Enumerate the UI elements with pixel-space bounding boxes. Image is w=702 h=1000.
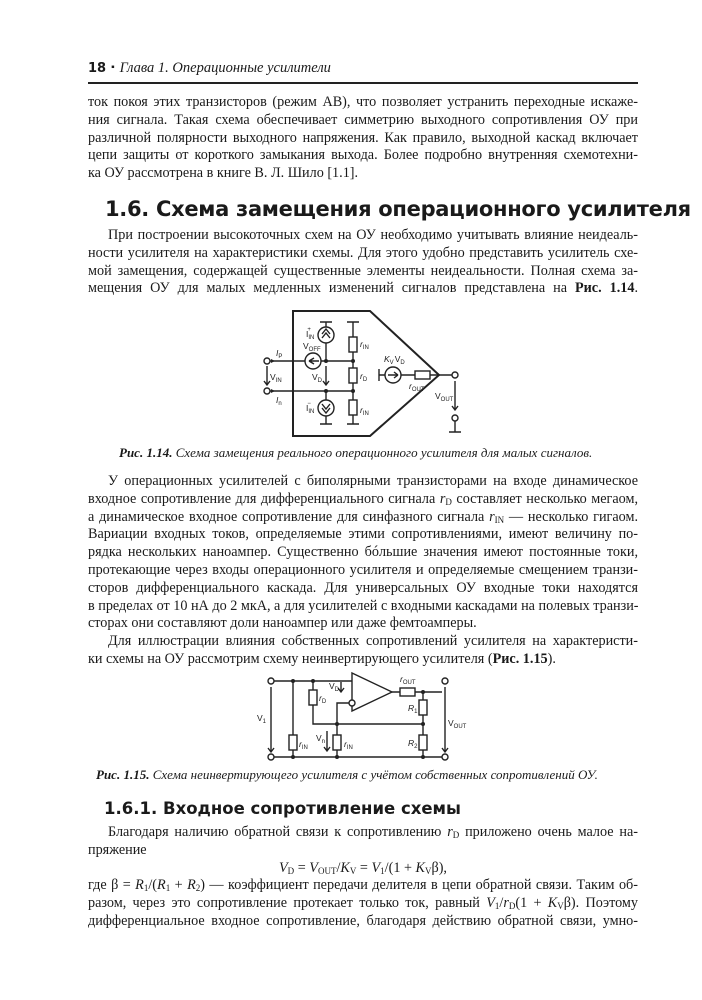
- text-segment: где β =: [88, 877, 136, 894]
- subsection-heading: 1.6.1. Входное сопротивление схемы: [104, 799, 461, 818]
- text-segment: 2: [195, 883, 201, 894]
- formula: [88, 860, 638, 878]
- text-segment: ности усилителя на характеристики схемы. Для этого удобно представить усилитель схе-: [88, 244, 638, 261]
- text-segment: — несколько гигаом.: [504, 508, 639, 525]
- text-segment: ния сигнала. Такая схема обеспечивает симметрию выходного сопротивления ОУ при: [88, 111, 638, 128]
- text-segment: D: [445, 496, 452, 507]
- caption-number: Рис. 1.15.: [96, 767, 150, 782]
- text-segment: сторов дифференциального каскада. Для универсальных ОУ входные токи находятся: [88, 579, 638, 596]
- text-segment: V: [309, 859, 318, 876]
- label-vd: $V_D$: [329, 681, 340, 693]
- text-segment: Рис. 1.15: [492, 650, 548, 667]
- text-segment: +: [170, 877, 188, 894]
- text-segment: K: [340, 859, 350, 876]
- text-segment: β). Поэтому: [563, 895, 639, 912]
- section-heading: 1.6. Схема замещения операционного усилителя: [105, 197, 691, 221]
- text-line: [88, 598, 638, 616]
- text-line: [88, 895, 638, 913]
- text-segment: (1 +: [515, 895, 548, 912]
- text-segment: =: [356, 859, 372, 876]
- text-segment: составляет несколько мегаом,: [451, 490, 638, 507]
- text-segment: протекающие через входы операционного усилителя и определяемые смещением транзи-: [88, 561, 638, 578]
- text-segment: приложено очень малое на-: [459, 824, 638, 840]
- text-segment: V: [557, 901, 564, 912]
- text-segment: K: [415, 859, 425, 876]
- text-segment: дифференциальное входное сопротивление, благодаря действию обратной связи, умно-: [88, 912, 638, 929]
- paragraph-3: [88, 473, 638, 669]
- label-rin-b: $r_{IN}$: [344, 739, 353, 751]
- text-line: [88, 580, 638, 598]
- text-segment: При построении высокоточных схем на ОУ необходимо учитывать влияние неидеаль-: [108, 227, 638, 243]
- text-line: [88, 842, 638, 860]
- text-line: [88, 562, 638, 580]
- text-segment: IN: [494, 514, 505, 525]
- label-kv-vd: $K_VV_D$: [384, 354, 405, 366]
- text-segment: ) — коэффициент передачи делителя в цепи обратной связи. Таким об-: [200, 877, 638, 894]
- text-segment: ).: [547, 650, 556, 667]
- text-segment: пряжение: [88, 841, 147, 858]
- text-segment: R: [157, 877, 166, 894]
- text-segment: ка ОУ рассмотрена в книге В. Л. Шило [1.1].: [88, 165, 359, 182]
- page-number: 18: [88, 61, 107, 76]
- caption-text: Схема замещения реального операционного усилителя для малых сигналов.: [172, 445, 593, 460]
- text-line: [88, 877, 638, 895]
- text-line: [88, 544, 638, 562]
- label-iin-minus: $I_{IN}-$: [306, 401, 315, 415]
- text-segment: .: [634, 280, 639, 297]
- text-line: [88, 633, 638, 651]
- text-segment: 1: [380, 865, 385, 876]
- caption-text: Схема неинвертирующего усилителя с учётом собственных сопротивлений ОУ.: [149, 767, 598, 782]
- text-segment: D: [287, 865, 295, 876]
- text-segment: мой замещения, содержащей существенные элементы неидеальности. Полная схема за-: [88, 262, 638, 279]
- label-ip: $I_P$: [276, 348, 283, 360]
- label-r2: $R_2$: [408, 738, 418, 750]
- text-segment: r: [489, 508, 495, 525]
- text-line: [88, 651, 638, 669]
- text-segment: входное сопротивление для дифференциального сигнала: [88, 490, 440, 507]
- label-r1: $R_1$: [408, 703, 418, 715]
- label-rin-top: $r_{IN}$: [360, 339, 369, 351]
- text-segment: 1: [165, 883, 171, 894]
- figure-1-14-caption: [119, 445, 592, 461]
- text-segment: r: [439, 490, 446, 507]
- text-segment: мещения ОУ для малых медленных изменений сигналов представлена на: [88, 280, 575, 297]
- figure-1-15-caption: [96, 767, 598, 783]
- text-segment: У операционных усилителей с биполярными транзисторами на входе динамическое: [108, 473, 638, 489]
- text-segment: /: [336, 859, 341, 876]
- label-in: $I_n$: [276, 395, 282, 407]
- text-line: [88, 824, 638, 842]
- label-iin-plus: $I_{IN}+$: [306, 327, 315, 341]
- text-segment: D: [452, 830, 460, 840]
- text-segment: /(1 +: [384, 859, 416, 876]
- text-segment: r: [447, 824, 453, 840]
- label-rin-bottom: $r_{IN}$: [360, 405, 369, 417]
- text-segment: R: [135, 877, 144, 894]
- text-segment: Рис. 1.14: [574, 280, 635, 297]
- text-segment: 1: [143, 883, 149, 894]
- label-rout: $r_{OUT}$: [409, 381, 425, 393]
- text-segment: β),: [431, 859, 447, 876]
- label-v1: $V_1$: [257, 713, 267, 725]
- text-segment: D: [508, 901, 516, 912]
- text-segment: а динамическое входное сопротивление для синфазного сигнала: [88, 508, 490, 525]
- text-line: [88, 509, 638, 527]
- chapter-title: Глава 1. Операционные усилители: [119, 60, 331, 76]
- separator-bullet: ▪: [111, 62, 115, 73]
- text-segment: сторах они составляют доли наноампер или даже фемтоамперы.: [88, 615, 477, 632]
- label-vout: $V_{OUT}$: [435, 391, 454, 403]
- text-segment: =: [294, 859, 310, 876]
- figure-1-15-circuit: [268, 673, 448, 760]
- text-segment: V: [279, 859, 288, 876]
- text-segment: разом, через это сопротивление протекает только ток, равный: [88, 895, 487, 912]
- text-segment: r: [503, 895, 509, 912]
- text-segment: рядка нескольких наноампер. Существенно бóльшие значения имеют постоянные токи,: [88, 544, 638, 561]
- text-segment: V: [486, 895, 495, 912]
- label-rout: $r_{OUT}$: [400, 674, 416, 686]
- label-vin: $V_{IN}$: [270, 372, 282, 384]
- text-segment: K: [547, 895, 558, 912]
- text-segment: ки схемы на ОУ рассмотрим схему неинвертирующего усилителя (: [88, 650, 493, 667]
- text-segment: V: [349, 865, 357, 876]
- text-segment: Вариации входных токов, определяемые этими сопротивлениями, имеют величину по-: [88, 526, 638, 543]
- text-segment: 1: [494, 901, 500, 912]
- label-rd: $r_D$: [319, 693, 327, 705]
- text-segment: в пределах от 10 нА до 2 мкА, а для усилителей с входными каскадами на полевых транзи-: [88, 597, 639, 614]
- text-line: [88, 491, 638, 509]
- text-segment: Благодаря наличию обратной связи к сопротивлению: [108, 824, 448, 840]
- label-vout: $V_{OUT}$: [448, 718, 467, 730]
- label-vn: $V_n$: [316, 733, 326, 745]
- label-voff: $V_{OFF}$: [303, 341, 321, 353]
- text-line: [88, 615, 638, 633]
- text-line: [88, 913, 638, 931]
- text-segment: /(: [148, 877, 158, 894]
- text-segment: цепи защиты от короткого замыкания выхода. Более подробно внутренняя схемотехни-: [88, 147, 638, 164]
- caption-number: Рис. 1.14.: [119, 445, 173, 460]
- text-segment: различной полярности выходного напряжения. Как правило, выходной каскад включает: [88, 129, 638, 146]
- label-vd: $V_D$: [312, 372, 323, 384]
- text-segment: V: [371, 859, 381, 876]
- text-line: [88, 526, 638, 544]
- text-segment: R: [187, 877, 196, 894]
- text-segment: Для иллюстрации влияния собственных сопротивлений усилителя на характеристи-: [108, 633, 638, 650]
- text-segment: /: [499, 895, 504, 912]
- text-segment: ток покоя этих транзисторов (режим AB), что позволяет устранить переходные искаже-: [88, 94, 638, 110]
- text-segment: V: [424, 865, 432, 876]
- label-rd: $r_D$: [360, 371, 368, 383]
- paragraph-5: [88, 824, 638, 931]
- label-rin-a: $r_{IN}$: [299, 739, 308, 751]
- text-line: [88, 473, 638, 491]
- text-segment: OUT: [317, 865, 337, 876]
